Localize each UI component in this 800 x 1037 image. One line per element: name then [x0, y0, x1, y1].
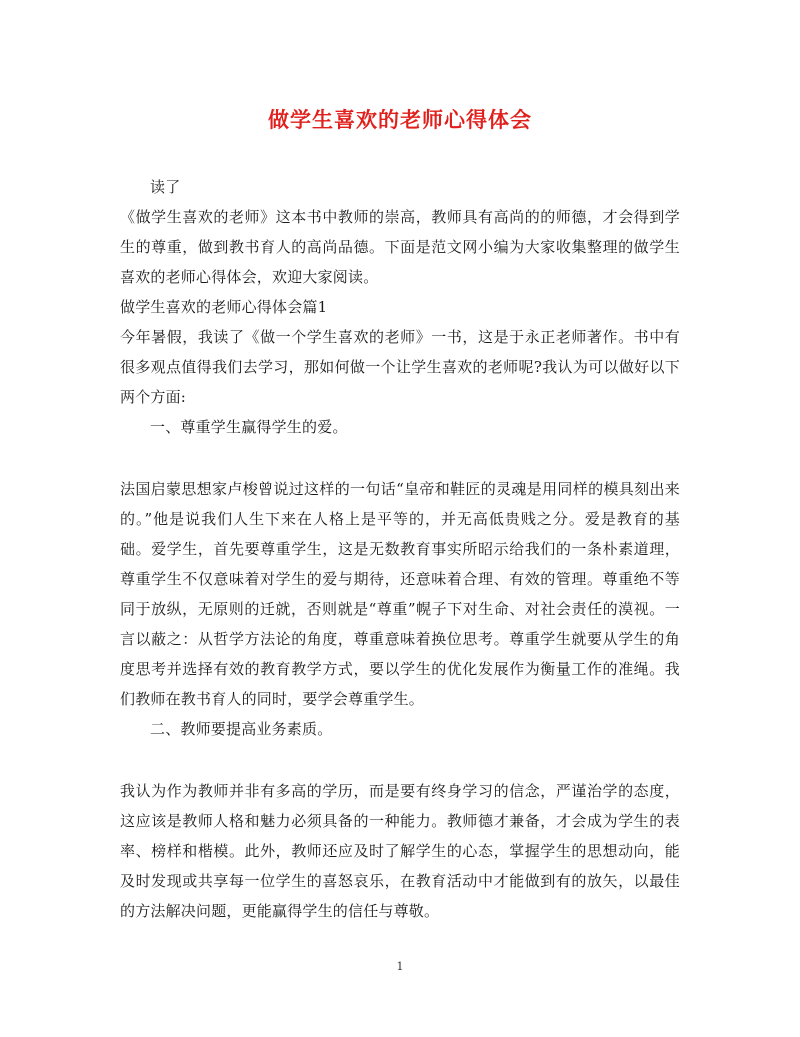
summer-paragraph: 今年暑假，我读了《做一个学生喜欢的老师》一书，这是于永正老师著作。书中有很多观点值得我们去学习，那如何做一个让学生喜欢的老师呢?我认为可以做好以下两个方面: [120, 328, 680, 406]
point1-paragraph: 法国启蒙思想家卢梭曾说过这样的一句话“皇帝和鞋匠的灵魂是用同样的模具刻出来的。”他是说我们人生下来在人格上是平等的，并无高低贵贱之分。爱是教育的基础。爱学生，首先要尊重学生，这是无数教育事实所昭示给我们的一条朴素道理，尊重学生不仅意味着对学生的爱与期待，还意味着合理、有效的管理。尊重绝不等同于放纵，无原则的迁就，否则就是“尊重”幌子下对生命、对社会责任的漠视。一言以蔽之：从哲学方法论的角度，尊重意味着换位思考。尊重学生就要从学生的角度思考并选择有效的教育教学方式，要以学生的优化发展作为衡量工作的准绳。我们教师在教书育人的同时，要学会尊重学生。 [120, 480, 680, 708]
page-number: 1 [396, 960, 404, 973]
document-title: 做学生喜欢的老师心得体会 [268, 107, 532, 132]
spacer [120, 744, 680, 776]
point2-heading: 二、教师要提高业务素质。 [150, 720, 333, 738]
intro-read: 读了 [150, 178, 181, 196]
intro-paragraph: 《做学生喜欢的老师》这本书中教师的崇高，教师具有高尚的的师德，才会得到学生的尊重，做到教书育人的高尚品德。下面是范文网小编为大家收集整理的做学生喜欢的老师心得体会，欢迎大家阅读。 [120, 208, 680, 286]
spacer [120, 442, 680, 474]
point2-paragraph: 我认为作为教师并非有多高的学历，而是要有终身学习的信念，严谨治学的态度，这应该是教师人格和魅力必须具备的一种能力。教师德才兼备，才会成为学生的表率、榜样和楷模。此外，教师还应及时了解学生的心态，掌握学生的思想动向，能及时发现或共享每一位学生的喜怒哀乐，在教育活动中才能做到有的放矢，以最佳的方法解决问题，更能赢得学生的信任与尊敬。 [120, 782, 680, 920]
point1-heading: 一、尊重学生赢得学生的爱。 [150, 418, 348, 436]
document-body [120, 172, 680, 926]
section-heading: 做学生喜欢的老师心得体会篇1 [120, 298, 328, 316]
